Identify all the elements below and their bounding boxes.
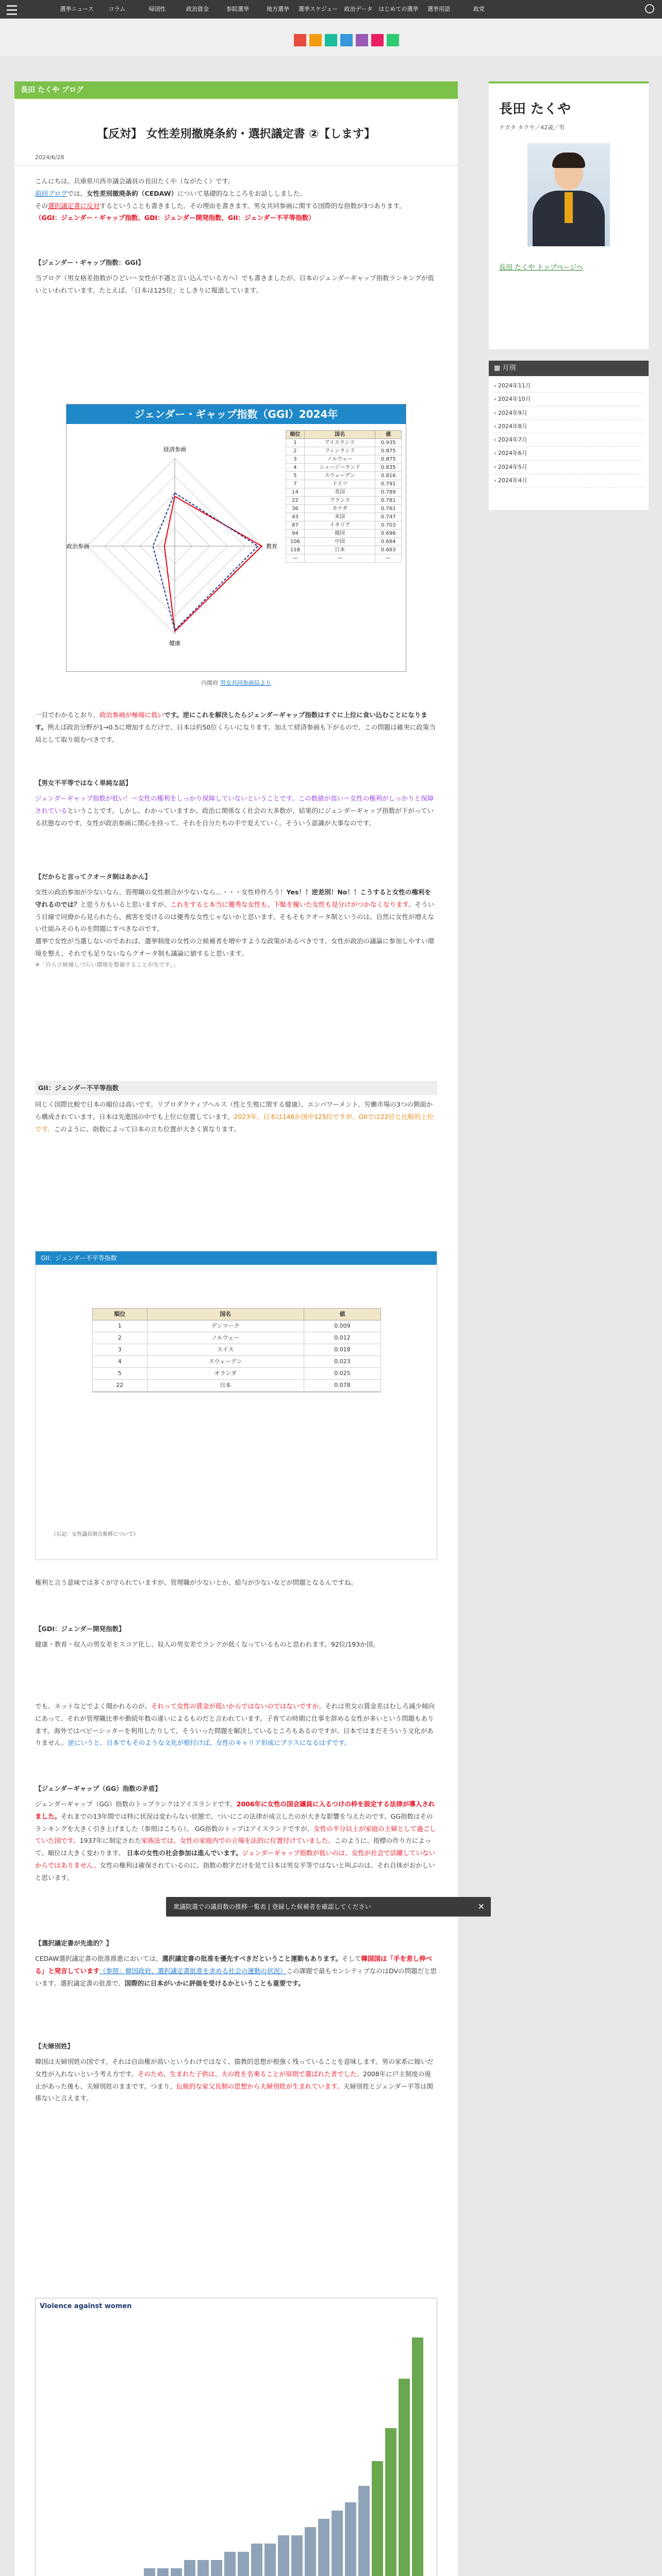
- table-cell: 0.025: [304, 1368, 380, 1380]
- text: 選択議定書の批准で、: [60, 1979, 125, 1987]
- table-row: [286, 439, 402, 447]
- text: 韓国国は「手を差し伸べる」と発言しています: [35, 1955, 433, 1975]
- nav-item[interactable]: 帰国性: [148, 6, 166, 12]
- text: その: [35, 201, 48, 210]
- text: について基礎的なところをお話ししました。: [177, 189, 306, 197]
- link[interactable]: （参照：韓国政府、選択議定書批准を求める社会の運動の状況）: [100, 1967, 287, 1975]
- heading: 【夫婦別姓】: [35, 2042, 74, 2050]
- archive-title: 月別: [502, 364, 516, 372]
- table-header: 値: [375, 431, 402, 439]
- text: 一目でわかるとおり、: [35, 711, 100, 719]
- table-row: [93, 1344, 381, 1356]
- text: ジェンダーギャップ（GG）指数のトップランクはアイスランドです。: [35, 1800, 237, 1808]
- note: ※「自ら立候補しづらい環境を整備することが先です。」: [35, 961, 178, 968]
- table-row: [93, 1320, 381, 1332]
- text: ということです。しかし、わかっていますか。政治に関係なく社会の大多数が、結果的にジェンダーギャップ指数が下がっている状態なのです。女性が政治参画に関心を持って、それを自分たちの手で変えていく。そういう意識が大事なのです。: [35, 806, 434, 827]
- bar: [251, 2544, 262, 2576]
- nav-item[interactable]: 政治データ: [338, 0, 378, 37]
- bar: [184, 2560, 195, 2576]
- table-header: 国名: [304, 431, 375, 439]
- text: 夫婦別姓とジェンダー平等は関係ないと言えます。: [35, 2082, 434, 2103]
- text: 当ブログ（男女格差指数がひどい～女性が不遇と言い込んでいる方へ）でも書きましたが、日本のジェンダーギャップ指数ランキングが低いといわれています。たとえば、「日本は125位」としきりに報道しています。: [35, 274, 434, 294]
- text: 日本は先進国の中でも上位に位置しています。: [99, 1112, 234, 1121]
- nav-item[interactable]: 政党: [473, 6, 485, 12]
- gdi-text: 健康・教育・収入の男女差をスコア化し、収入の男女差でランクが低くなっているものと思われます。92位/193か国。: [35, 1640, 379, 1648]
- text: 女性差別撤廃条約（CEDAW）: [87, 189, 178, 197]
- table-cell: 英国: [304, 488, 375, 497]
- table-header: 順位: [286, 431, 305, 439]
- text: GG指数のトップはアイスランドですが、: [194, 1824, 314, 1833]
- table-cell: 94: [286, 530, 305, 538]
- ggi-text: [35, 272, 437, 297]
- post-date: 2024/6/28: [35, 154, 64, 161]
- text: この数値が高い＝女性の権利がしっかりと保障されている: [35, 794, 434, 815]
- table-cell: オランダ: [147, 1368, 304, 1380]
- text: 女性の半分以上が家庭の主婦として過ごしていた国です。: [35, 1824, 436, 1845]
- table-cell: フランス: [304, 497, 375, 505]
- text: このように、指標の作り方によって、順位は大きく変わります。: [35, 1837, 432, 1857]
- nav-item[interactable]: 参院選挙: [226, 6, 249, 12]
- table-cell: 5: [93, 1368, 147, 1380]
- heading: 【だからと言ってクオータ制はあかん】: [35, 873, 152, 880]
- ggs-text: [35, 1798, 437, 1884]
- table-cell: カナダ: [304, 505, 375, 513]
- text: 選択議定書に反対: [48, 201, 100, 210]
- text: このように、指数によって日本の立ち位置が大きく異なります。: [54, 1125, 241, 1133]
- nav-item[interactable]: はじめての選挙: [378, 6, 419, 12]
- table-cell: デンマーク: [147, 1320, 304, 1332]
- table-row: [286, 554, 402, 563]
- notification-text: 衆議院選での議員数の推移一覧表 | 登録した候補者を確認してください: [173, 1903, 371, 1910]
- table-cell: 4: [93, 1356, 147, 1368]
- archive-item[interactable]: › 2024年9月: [494, 406, 643, 420]
- table-header: 国名: [147, 1309, 304, 1320]
- archive-list: [489, 376, 649, 490]
- table-row: [93, 1380, 381, 1392]
- table-cell: 0.009: [304, 1320, 380, 1332]
- table-cell: 0.012: [304, 1332, 380, 1344]
- nav-item[interactable]: 地方選挙: [267, 6, 289, 12]
- text: するということも書きました。その理由を書きます。男女共同参画に関する国際的な指数が3つあります。: [100, 201, 406, 210]
- text: 選挙で女性が当選しないのであれば、選挙制度の女性の立候補者を増やすような政策があるべきです。女性が政治の議論に参加しやすい環境を整え、それでも足りないならクオータ制も議論に値すると思います。: [35, 937, 435, 957]
- ggi-table: [286, 430, 402, 563]
- table-cell: 1: [286, 439, 305, 447]
- table-cell: 1: [93, 1320, 147, 1332]
- ggi-figure: [66, 404, 406, 672]
- table-cell: スウェーデン: [147, 1356, 304, 1368]
- table-row: [286, 464, 402, 472]
- text: です。逆にこれを解決したらジェンダーギャップ指数はすぐに上位に食い込むことになります。: [35, 711, 427, 731]
- archive-item[interactable]: › 2024年5月: [494, 461, 643, 474]
- axis-label: 健康: [169, 640, 180, 647]
- table-cell: 0.703: [375, 521, 402, 530]
- heading-ggi: 【ジェンダー・ギャップ指数：GGI】: [35, 259, 144, 266]
- brand-square: [294, 34, 306, 46]
- text: Yes！！逆差別！No！！こうすると女性の権利を守れるのでは？: [35, 888, 431, 908]
- heading: 【GDI：ジェンダー開発指数】: [35, 1625, 125, 1633]
- bar: [305, 2527, 316, 2576]
- calendar-icon: ▦: [494, 364, 503, 372]
- blog-header: 長田 たくや ブログ: [14, 81, 458, 99]
- bar: [372, 2461, 383, 2576]
- bar: [332, 2511, 343, 2576]
- table-cell: 0.663: [375, 546, 402, 554]
- text: では、: [67, 189, 87, 197]
- axis-label: 政治参画: [67, 543, 89, 550]
- text: 日本の女性の社会参加は進んでいます。: [126, 1849, 242, 1857]
- table-cell: 118: [286, 546, 305, 554]
- bar: [412, 2337, 423, 2576]
- text: それは男女の賃金差はむしろ減少傾向にあって、それが管理職比率や勤続年数の違いによるものだと言われています。: [35, 1702, 435, 1722]
- archive-item[interactable]: › 2024年4月: [494, 474, 643, 487]
- table-cell: ニュージーランド: [304, 464, 375, 472]
- top-nav: [0, 0, 662, 19]
- text: 伝統的な家父長制の思想から夫婦別姓が生まれています。: [176, 2082, 343, 2090]
- close-icon[interactable]: ✕: [477, 1902, 485, 1911]
- archive-box: [489, 361, 649, 510]
- brand-square: [356, 34, 368, 46]
- table-cell: 7: [286, 480, 305, 488]
- table-cell: 0.747: [375, 513, 402, 521]
- bar: [278, 2535, 289, 2576]
- table-cell: フィンランド: [304, 447, 375, 455]
- table-cell: 0.023: [304, 1356, 380, 1368]
- table-cell: 0.791: [375, 480, 402, 488]
- table-cell: —: [304, 554, 375, 563]
- text: 国際的に日本がいかに評価を受けるかということも重要です。: [124, 1979, 305, 1987]
- text: それまでの13年間では特に状況は変わらない状態で、ついにこの法律が成立したのが大きな影響を与えたのです。GG指数はそのランキングを大きく引き上げました（参照はこちら）。: [35, 1812, 433, 1833]
- brand-square: [340, 34, 353, 46]
- brand-square: [387, 34, 399, 46]
- table-cell: ノルウェー: [304, 455, 375, 464]
- text: この課題で最もセンシティブなのはDVの問題だと思います。: [35, 1967, 437, 1987]
- table-cell: 43: [286, 513, 305, 521]
- text: CEDAW選択議定書の批准推進においては、: [35, 1955, 162, 1962]
- table-cell: 中国: [304, 538, 375, 546]
- table-cell: ドイツ: [304, 480, 375, 488]
- table-cell: 22: [286, 497, 305, 505]
- archive-item[interactable]: › 2024年6月: [494, 447, 643, 460]
- para3: [35, 792, 437, 829]
- axis-label: 経済参画: [163, 446, 186, 453]
- table-cell: 3: [286, 455, 305, 464]
- bar-chart: [40, 2317, 432, 2576]
- para5: [35, 1098, 437, 1135]
- candidate-sub: ナガタ タクヤ／42歳／男: [499, 124, 565, 131]
- table-row: [93, 1392, 381, 1393]
- text: でも、ネットなどでよく聞かれるのが、: [35, 1702, 152, 1710]
- bar: [197, 2560, 209, 2576]
- brand-square: [325, 34, 337, 46]
- text: これをすると本当に優秀な女性も、下駄を履いた女性も見分けがつかなくなります。: [170, 900, 415, 908]
- archive-item[interactable]: › 2024年11月: [494, 379, 643, 393]
- bar: [157, 2568, 169, 2576]
- brand-square: [371, 34, 384, 46]
- text: 2006年に女性の国会議員に入るつけの枠を設定する法律が導入されました。: [35, 1800, 435, 1820]
- heading: 【男女不平等ではなく単純な話】: [35, 779, 132, 787]
- text: 韓国は夫婦別姓の国です。: [35, 2058, 112, 2065]
- text: 内閣府: [201, 680, 220, 686]
- table-cell: 0.761: [375, 505, 402, 513]
- bar: [358, 2486, 370, 2576]
- table-row: [286, 447, 402, 455]
- archive-item[interactable]: › 2024年8月: [494, 420, 643, 433]
- source-link[interactable]: 男女共同参画局より: [220, 680, 271, 686]
- text: ジェンダーギャップ指数が低いのは、女性が社会で活躍していないからではありません。: [35, 1849, 436, 1869]
- candidate-name: 長田 たくや: [499, 101, 571, 117]
- table-cell: 2: [93, 1332, 147, 1344]
- text: 女性の権利は確保されているのに、指数の数字だけを見て日本は男女平等ではないと叫ぶのは、それ自体がおかしいと思います。: [35, 1861, 435, 1882]
- bar: [171, 2568, 182, 2576]
- table-cell: 0.935: [375, 439, 402, 447]
- table-cell: スイス: [147, 1344, 304, 1356]
- text: 政治参画が極端に低い: [100, 711, 164, 719]
- bar: [399, 2379, 410, 2576]
- text: リプロダクティブヘルス（性と生殖に関する健康）、エンパワーメント、労働市場の3つの側面から構成されています。: [35, 1100, 433, 1121]
- text: こんにちは。兵庫県川西市議会議員の長田たくや（ながたく）です。: [35, 177, 235, 185]
- table-row: [286, 472, 402, 480]
- table-cell: 36: [286, 505, 305, 513]
- bar-figure: [35, 2298, 437, 2576]
- chart-title: Violence against women: [40, 2302, 132, 2310]
- table-cell: 韓国: [304, 530, 375, 538]
- text: 逆にいうと、日本でもそのような文化が根付けば、女性のキャリア形成にプラスになるはずです。: [68, 1739, 351, 1747]
- heading: GII：ジェンダー不平等指数: [35, 1081, 437, 1095]
- gii-table: [92, 1308, 381, 1393]
- table-row: [286, 513, 402, 521]
- table-header: 順位: [93, 1309, 147, 1320]
- table-cell: —: [286, 554, 305, 563]
- para6: 権利と言う意味では多くが守られていますが、管理職が少ないとか、給与が少ないなどが問題となるんですね。: [35, 1579, 358, 1586]
- search-icon[interactable]: [645, 4, 654, 13]
- menu-icon[interactable]: [5, 3, 19, 16]
- archive-item[interactable]: › 2024年7月: [494, 433, 643, 447]
- table-row: [286, 546, 402, 554]
- nav-item[interactable]: 選挙ニュース: [60, 6, 94, 12]
- text: そして: [342, 1955, 361, 1962]
- table-cell: 0.684: [375, 538, 402, 546]
- table-row: [286, 488, 402, 497]
- nav-item[interactable]: 選挙用語: [427, 6, 450, 12]
- brand-square: [309, 34, 322, 46]
- avatar: [527, 143, 610, 246]
- table-row: [93, 1332, 381, 1344]
- text: 2023年、日本は146か国中125位ですが、GIIでは22位と比較的上位です。: [35, 1112, 434, 1133]
- table-row: [286, 455, 402, 464]
- bar: [291, 2535, 303, 2576]
- table-cell: 0.816: [375, 472, 402, 480]
- text: 家族法では、女性の家庭内での立場を法的に位置付けていました。: [141, 1837, 335, 1845]
- text: と思う方もいると思いますが、: [80, 900, 171, 908]
- table-header: 値: [304, 1309, 380, 1320]
- nav-item[interactable]: コラム: [108, 6, 126, 12]
- text: そういう目線で同僚から見られたら、被害を受けるのは優秀な女性じゃないかと思います。そもそもクオータ制というのは、自然に女性が増えない仕組みそのものを問題にすべきなのです。: [35, 900, 435, 933]
- table-row: [286, 497, 402, 505]
- table-cell: 0.781: [375, 497, 402, 505]
- table-cell: 2: [286, 447, 305, 455]
- axis-label: 教育: [266, 543, 277, 550]
- heading: 【ジェンダーギャップ（GG）指数の矛盾】: [35, 1785, 161, 1792]
- page-title: 【反対】 女性差別撤廃条約・選択議定書 ②【します】: [97, 128, 375, 141]
- notification-bar[interactable]: [166, 1897, 491, 1917]
- text: 女性の政治参加が少ないなら、管理職の女性割合が少ないなら…・・・女性枠作ろう！: [35, 888, 287, 896]
- radar-chart: [67, 425, 283, 667]
- prev-blog-link[interactable]: 前回ブログ: [35, 189, 68, 197]
- heading: 【選択議定書が先進的？】: [35, 1939, 113, 1947]
- table-cell: スウェーデン: [304, 472, 375, 480]
- text: つまり、: [150, 2082, 176, 2090]
- table-row: [286, 530, 402, 538]
- text: （GGI：ジェンダー・ギャップ指数、GDI：ジェンダー開発指数、GII：ジェンダー不平等指数）: [35, 214, 315, 222]
- text: そのため、生まれた子供は、夫の姓を名乗ることが原則で選ばれた者でした。: [138, 2070, 363, 2078]
- table-row: [286, 538, 402, 546]
- radar-series: [164, 496, 262, 631]
- table-cell: 106: [286, 538, 305, 546]
- archive-header: [489, 361, 649, 376]
- text: それは自由権が高いというわけではなく、儒教的思想が根強く残っていることを意味します。: [112, 2058, 382, 2065]
- table-cell: イタリア: [304, 521, 375, 530]
- text: 同じく国際比較で日本の順位は高いです。: [35, 1100, 157, 1108]
- table-cell: 5: [286, 472, 305, 480]
- fam-text: [35, 2056, 437, 2105]
- text: 2008年に戸主制度の廃止があった後も、夫婦別姓のままです。: [35, 2070, 431, 2090]
- table-cell: 0.696: [375, 530, 402, 538]
- bar: [224, 2552, 236, 2576]
- para2: [35, 709, 437, 745]
- table-cell: アイスランド: [304, 439, 375, 447]
- table-cell: 3: [93, 1344, 147, 1356]
- gii-figure: [35, 1251, 437, 1560]
- top-page-link[interactable]: 長田 たくや トップページへ: [499, 264, 584, 272]
- table-cell: 日本: [147, 1380, 304, 1392]
- table-row: [286, 480, 402, 488]
- table-row: [286, 521, 402, 530]
- para7: [35, 1700, 437, 1749]
- bar: [318, 2519, 329, 2576]
- table-cell: 0.018: [304, 1344, 380, 1356]
- table-cell: 0.875: [375, 447, 402, 455]
- table-cell: [93, 1392, 147, 1393]
- bar: [144, 2568, 155, 2576]
- table-cell: 0.078: [304, 1380, 380, 1392]
- caption: （右記：女性議員割合推移について）: [51, 1532, 139, 1537]
- table-row: [93, 1368, 381, 1380]
- bar: [238, 2552, 249, 2576]
- table-cell: —: [375, 554, 402, 563]
- text: 男の家系に嫁いだ女性が入れないという考え方です。: [35, 2058, 434, 2078]
- table-cell: 87: [286, 521, 305, 530]
- text: ジェンダーギャップ指数が低い！＝女性の権利をしっかり保障していないということです。: [35, 794, 299, 802]
- table-cell: 22: [93, 1380, 147, 1392]
- chart-title: ジェンダー・ギャップ指数（GGI）2024年: [67, 404, 406, 424]
- bar: [345, 2502, 356, 2576]
- text: 子育ての時期に仕事を辞める女性が多いという問題もあります。海外ではベビーシッターを利用したりして、そういった問題を解決しているところもあるのですが、日本ではまだそういう文化がありません。: [35, 1714, 434, 1747]
- sub-header: [0, 19, 662, 56]
- para4: [35, 886, 437, 970]
- text: 選択議定書の批准を優先すべきだということ運動もあります。: [162, 1955, 342, 1962]
- bar: [264, 2544, 276, 2576]
- text: それって女性の賃金が低いからではないのではないですか。: [151, 1702, 325, 1710]
- table-cell: 0.789: [375, 488, 402, 497]
- table-cell: 日本: [304, 546, 375, 554]
- text: 例えば政治分野が1→0.5に増加するだけで、日本は約50位くらいになります。加えて経済参画も下がるので、この問題は確実に政策当局として取り組むべきです。: [35, 723, 436, 743]
- chart-title: GII：ジェンダー不平等指数: [36, 1251, 437, 1265]
- caption: [35, 678, 437, 689]
- table-row: [286, 505, 402, 513]
- archive-item[interactable]: › 2024年10月: [494, 393, 643, 406]
- bar: [211, 2560, 222, 2576]
- intro: [35, 175, 437, 224]
- sel-text: [35, 1953, 437, 1989]
- table-cell: 0.875: [375, 455, 402, 464]
- nav-item[interactable]: 選挙スケジュー: [298, 6, 338, 12]
- table-row: [93, 1356, 381, 1368]
- table-cell: 14: [286, 488, 305, 497]
- nav-item[interactable]: 政治資金: [186, 6, 209, 12]
- bar: [385, 2428, 396, 2576]
- table-cell: ノルウェー: [147, 1332, 304, 1344]
- table-cell: 4: [286, 464, 305, 472]
- table-cell: [147, 1392, 304, 1393]
- table-cell: 米国: [304, 513, 375, 521]
- table-cell: 0.835: [375, 464, 402, 472]
- table-cell: [304, 1392, 380, 1393]
- profile-card: [489, 81, 649, 349]
- text: 1937年に制定された: [79, 1837, 141, 1845]
